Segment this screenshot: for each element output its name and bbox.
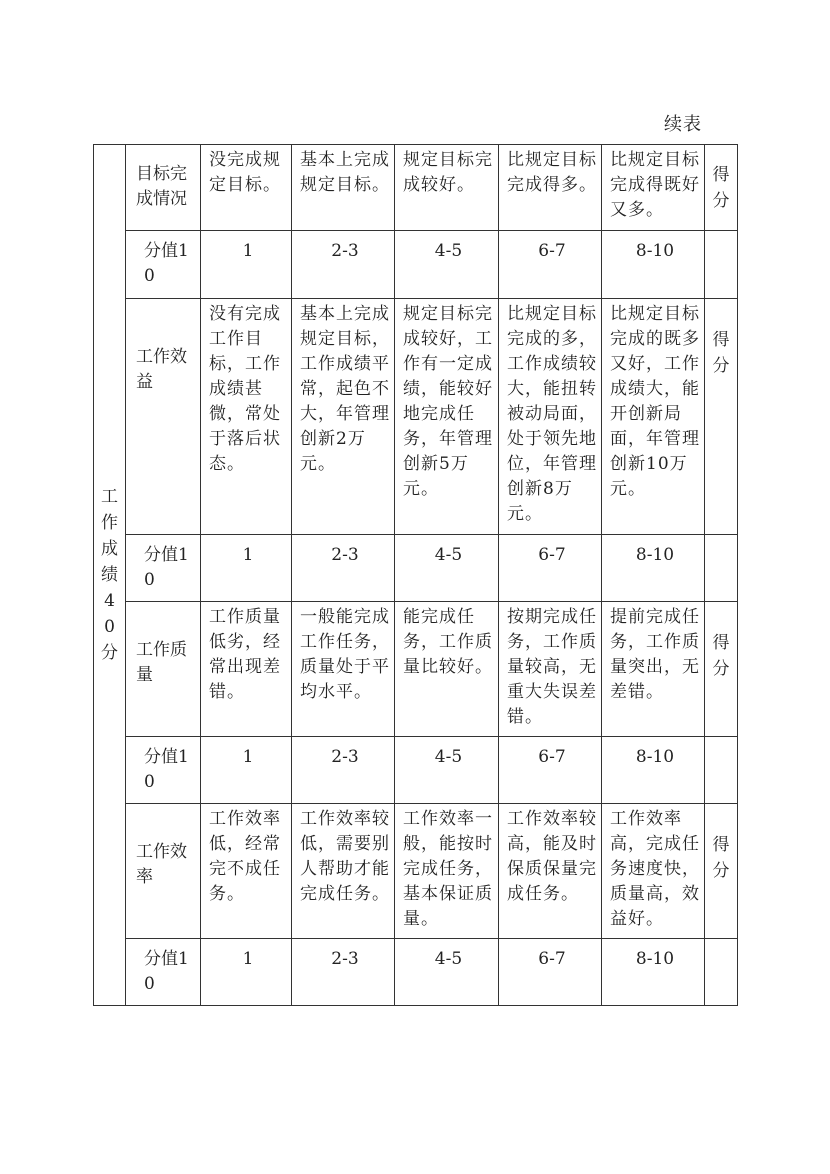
score-label: 得分: [712, 835, 730, 881]
table-row: [94, 231, 738, 299]
table-row: [94, 737, 738, 804]
evaluation-table: [93, 144, 738, 1006]
table-row: [94, 299, 738, 535]
item-name: 目标完成情况: [126, 145, 201, 231]
score-value: 2-3: [292, 939, 395, 1006]
item-name: 工作质量: [126, 602, 201, 737]
score-entry-cell: [705, 231, 738, 299]
level-desc: 比规定目标完成得既好又多。: [602, 145, 705, 231]
score-label: 得分: [712, 330, 730, 376]
table-row: [94, 939, 738, 1006]
level-desc: 工作质量低劣，经常出现差错。: [201, 602, 292, 737]
item-name: 工作效率: [126, 804, 201, 939]
score-value: 2-3: [292, 231, 395, 299]
level-desc: 工作效率较低，需要别人帮助才能完成任务。: [292, 804, 395, 939]
table-row: [94, 804, 738, 939]
table-row: [94, 145, 738, 231]
score-row-label: 分值10: [126, 737, 201, 804]
score-entry-cell: [705, 737, 738, 804]
score-value: 2-3: [292, 737, 395, 804]
table-row: [94, 602, 738, 737]
score-value: 8-10: [602, 231, 705, 299]
score-entry-cell: [705, 535, 738, 602]
score-value: 1: [201, 231, 292, 299]
score-row-label: 分值10: [126, 939, 201, 1006]
level-desc: 比规定目标完成的多，工作成绩较大，能扭转被动局面，处于领先地位，年管理创新8万元。: [499, 299, 602, 535]
score-value: 2-3: [292, 535, 395, 602]
score-value: 1: [201, 535, 292, 602]
level-desc: 没完成规定目标。: [201, 145, 292, 231]
score-value: 4-5: [395, 231, 499, 299]
score-value: 4-5: [395, 535, 499, 602]
level-desc: 能完成任务，工作质量比较好。: [395, 602, 499, 737]
level-desc: 工作效率高，完成任务速度快，质量高，效益好。: [602, 804, 705, 939]
score-value: 6-7: [499, 231, 602, 299]
level-desc: 规定目标完成较好，工作有一定成绩，能较好地完成任务，年管理创新5万元。: [395, 299, 499, 535]
score-value: 6-7: [499, 737, 602, 804]
level-desc: 比规定目标完成的既多又好，工作成绩大，能开创新局面，年管理创新10万元。: [602, 299, 705, 535]
score-value: 8-10: [602, 535, 705, 602]
score-value: 1: [201, 737, 292, 804]
score-row-label: 分值10: [126, 535, 201, 602]
category-label: 工作成绩40分: [101, 487, 118, 663]
score-value: 4-5: [395, 939, 499, 1006]
level-desc: 规定目标完成较好。: [395, 145, 499, 231]
level-desc: 基本上完成规定目标，工作成绩平常，起色不大，年管理创新2万元。: [292, 299, 395, 535]
item-name: 工作效益: [126, 299, 201, 535]
level-desc: 工作效率一般，能按时完成任务，基本保证质量。: [395, 804, 499, 939]
score-entry-cell: [705, 939, 738, 1006]
score-value: 4-5: [395, 737, 499, 804]
level-desc: 比规定目标完成得多。: [499, 145, 602, 231]
level-desc: 一般能完成工作任务，质量处于平均水平。: [292, 602, 395, 737]
level-desc: 提前完成任务，工作质量突出，无差错。: [602, 602, 705, 737]
level-desc: 按期完成任务，工作质量较高，无重大失误差错。: [499, 602, 602, 737]
score-value: 8-10: [602, 939, 705, 1006]
score-value: 1: [201, 939, 292, 1006]
level-desc: 没有完成工作目标，工作成绩甚微，常处于落后状态。: [201, 299, 292, 535]
score-value: 8-10: [602, 737, 705, 804]
score-label: 得分: [712, 633, 730, 679]
table-row: [94, 535, 738, 602]
level-desc: 基本上完成规定目标。: [292, 145, 395, 231]
score-label: 得分: [712, 164, 730, 211]
continued-label: 续表: [664, 114, 702, 135]
level-desc: 工作效率低，经常完不成任务。: [201, 804, 292, 939]
category-cell: [94, 145, 126, 1006]
score-value: 6-7: [499, 939, 602, 1006]
score-cell: [705, 602, 738, 737]
level-desc: 工作效率较高，能及时保质保量完成任务。: [499, 804, 602, 939]
score-value: 6-7: [499, 535, 602, 602]
score-cell: [705, 145, 738, 231]
score-cell: [705, 804, 738, 939]
score-cell: [705, 299, 738, 535]
score-row-label: 分值10: [126, 231, 201, 299]
